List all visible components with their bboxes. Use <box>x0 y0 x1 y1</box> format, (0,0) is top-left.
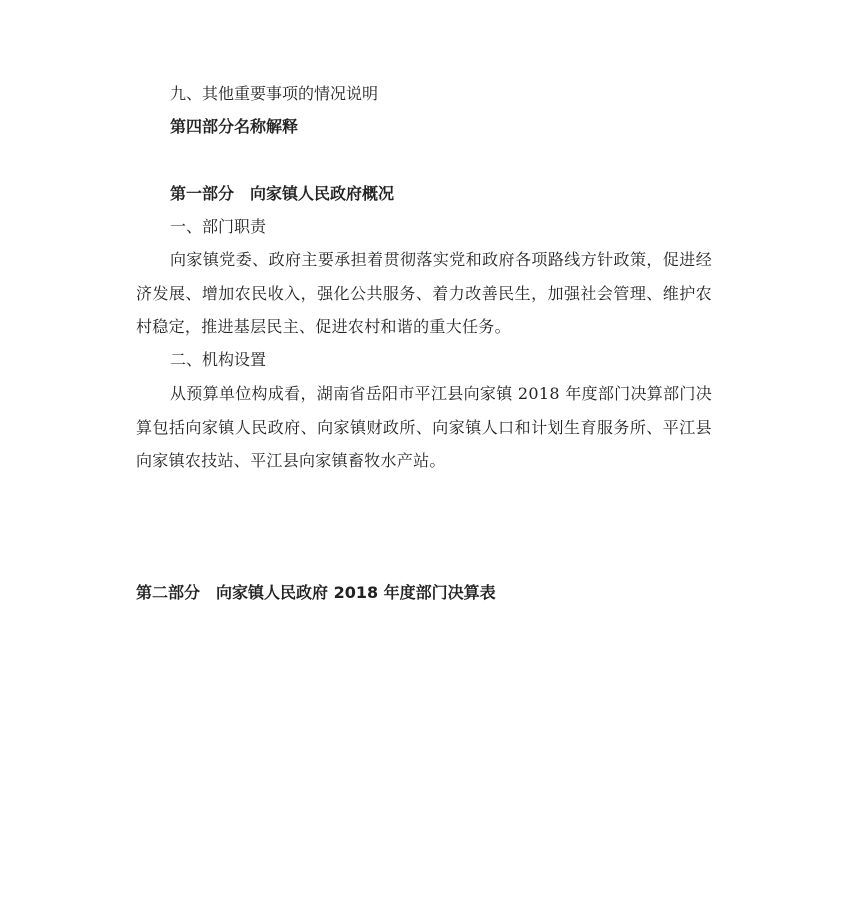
section2-body: 从预算单位构成看，湖南省岳阳市平江县向家镇 2018 年度部门决算部门决算包括向家镇人民政府、向家镇财政所、向家镇人口和计划生育服务所、平江县向家镇农技站、平江县向家镇畜牧水产站。 <box>136 384 712 470</box>
section2-heading: 二、机构设置 <box>170 350 267 369</box>
toc-item-9: 九、其他重要事项的情况说明 <box>170 84 379 103</box>
part2-heading: 第二部分 向家镇人民政府 2018 年度部门决算表 <box>136 583 496 602</box>
toc-part-4: 第四部分名称解释 <box>170 117 299 136</box>
section1-heading: 一、部门职责 <box>170 217 267 236</box>
part1-heading: 第一部分 向家镇人民政府概况 <box>170 184 395 203</box>
section1-body: 向家镇党委、政府主要承担着贯彻落实党和政府各项路线方针政策，促进经济发展、增加农民收入，强化公共服务、着力改善民生，加强社会管理、维护农村稳定，推进基层民主、促进农村和谐的重大任务。 <box>136 250 712 336</box>
